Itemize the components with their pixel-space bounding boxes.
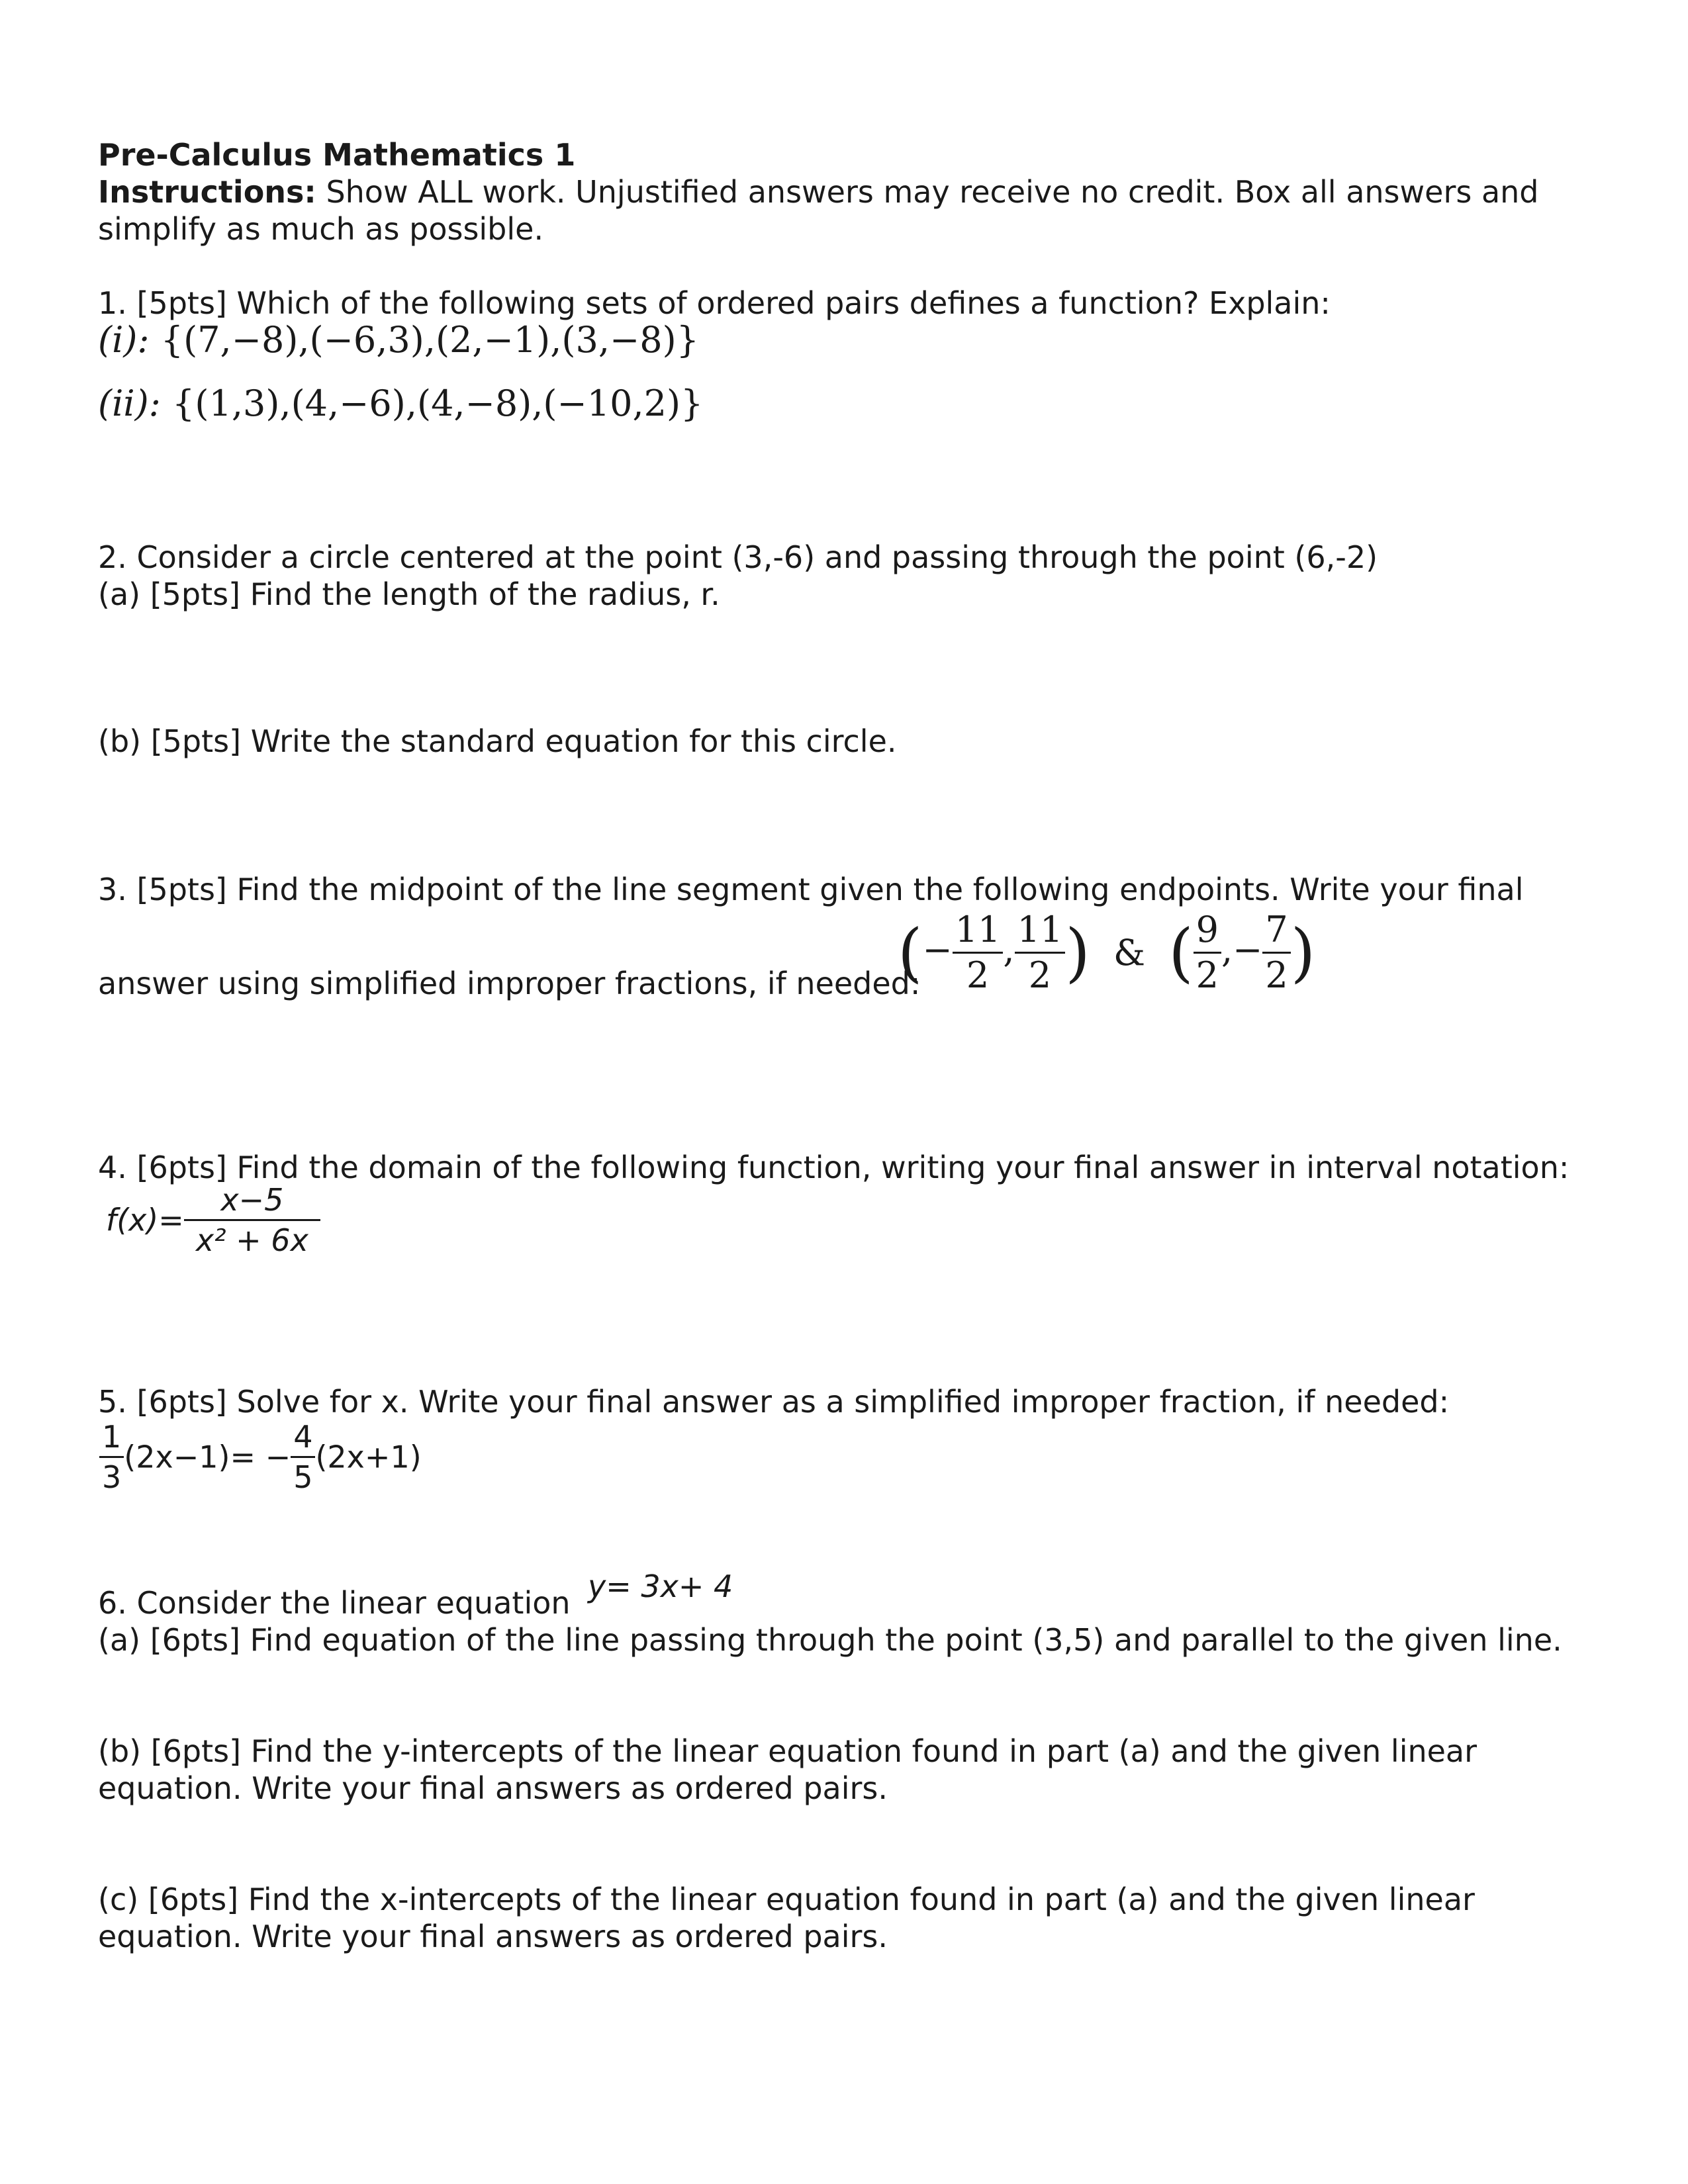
q5-coef-2 — [291, 1419, 315, 1495]
q6-prompt: 6. Consider the linear equation — [98, 1585, 571, 1621]
q3-p1-x-sign: − — [922, 929, 953, 971]
q1-set-ii-value: {(1,3),(4,−6),(4,−8),(−10,2)} — [172, 383, 704, 424]
q5-coef-1-den: 3 — [102, 1459, 122, 1495]
paren-close-icon: ) — [1065, 915, 1090, 990]
q1-set-i — [98, 319, 699, 361]
q3-p2-x-den: 2 — [1196, 954, 1219, 996]
q5-coef-2-den: 5 — [293, 1459, 313, 1495]
instructions-line-1 — [98, 173, 1538, 210]
q1-set-i-label: (i): — [98, 319, 150, 361]
q1-set-i-value: {(7,−8),(−6,3),(2,−1),(3,−8)} — [160, 319, 700, 361]
q4-denominator: x² + 6x — [195, 1222, 308, 1258]
q6-part-c-line-1: (c) [6pts] Find the x-intercepts of the linear equation found in part (a) and the given linear — [98, 1882, 1475, 1917]
q3-p2-y-sign: − — [1233, 929, 1263, 971]
q4-fraction — [184, 1182, 320, 1258]
q4-function — [106, 1182, 320, 1258]
q4-numerator: x−5 — [184, 1185, 320, 1221]
q5-coef-2-num: 4 — [291, 1422, 315, 1458]
q6-equation: y= 3x+ 4 — [588, 1569, 733, 1604]
page-title: Pre-Calculus Mathematics 1 — [98, 137, 576, 173]
q3-p1-y-num: 11 — [1015, 912, 1066, 954]
q5-coef-1-num: 1 — [99, 1422, 124, 1458]
q3-p1-x-den: 2 — [966, 954, 990, 996]
q3-p1-x-num: 11 — [953, 912, 1004, 954]
q1-prompt: 1. [5pts] Which of the following sets of ordered pairs defines a function? Explain: — [98, 285, 1331, 321]
q3-p1-y — [1015, 909, 1066, 996]
q3-prompt-line-2: answer using simplified improper fractions, if needed: — [98, 966, 921, 1001]
q3-prompt-line-1: 3. [5pts] Find the midpoint of the line segment given the following endpoints. Write your final — [98, 872, 1524, 907]
q5-prompt: 5. [6pts] Solve for x. Write your final answer as a simplified improper fraction, if needed: — [98, 1384, 1450, 1420]
paren-open-icon: ( — [1168, 915, 1194, 990]
q5-coef-1 — [99, 1419, 124, 1495]
q3-p2-y — [1262, 909, 1290, 996]
q3-p2-x — [1194, 909, 1221, 996]
instructions-label: Instructions: — [98, 174, 316, 210]
q3-p2-y-num: 7 — [1262, 912, 1290, 954]
instructions-line-2: simplify as much as possible. — [98, 211, 544, 247]
q4-lhs: f(x)= — [106, 1202, 184, 1238]
q6-part-c-line-2: equation. Write your final answers as ordered pairs. — [98, 1919, 888, 1954]
q6-part-b-line-1: (b) [6pts] Find the y-intercepts of the linear equation found in part (a) and the given linear — [98, 1733, 1477, 1769]
q3-p1-x — [953, 909, 1004, 996]
q2-prompt: 2. Consider a circle centered at the point (3,-6) and passing through the point (6,-2) — [98, 539, 1378, 575]
q5-expr-2: (2x+1) — [315, 1439, 422, 1475]
q5-expr-1: (2x−1)= − — [124, 1439, 291, 1475]
q3-endpoints: (− $\frac{11}{2}$ , $\frac{11}{2}$ ) & ( $\frac{9}{2}$ ,− $\frac{7}{2}$ ) — [898, 909, 1316, 996]
q2-part-b: (b) [5pts] Write the standard equation for this circle. — [98, 723, 897, 759]
q4-prompt: 4. [6pts] Find the domain of the following function, writing your final answer in interval notation: — [98, 1150, 1570, 1185]
q6-part-a: (a) [6pts] Find equation of the line passing through the point (3,5) and parallel to the given line. — [98, 1622, 1562, 1658]
q1-set-ii-label: (ii): — [98, 383, 161, 424]
q6-part-b-line-2: equation. Write your final answers as ordered pairs. — [98, 1770, 888, 1806]
q3-p2-y-den: 2 — [1265, 954, 1288, 996]
q1-set-ii — [98, 383, 703, 424]
instructions-text-1: Show ALL work. Unjustified answers may receive no credit. Box all answers and — [326, 174, 1539, 210]
q3-p2-x-num: 9 — [1194, 912, 1221, 954]
q2-part-a: (a) [5pts] Find the length of the radius, r. — [98, 576, 720, 612]
q5-equation — [99, 1419, 422, 1495]
q3-p1-y-den: 2 — [1028, 954, 1052, 996]
paren-close-icon: ) — [1290, 915, 1316, 990]
paren-open-icon: ( — [898, 915, 923, 990]
q3-ampersand: & — [1113, 932, 1146, 974]
